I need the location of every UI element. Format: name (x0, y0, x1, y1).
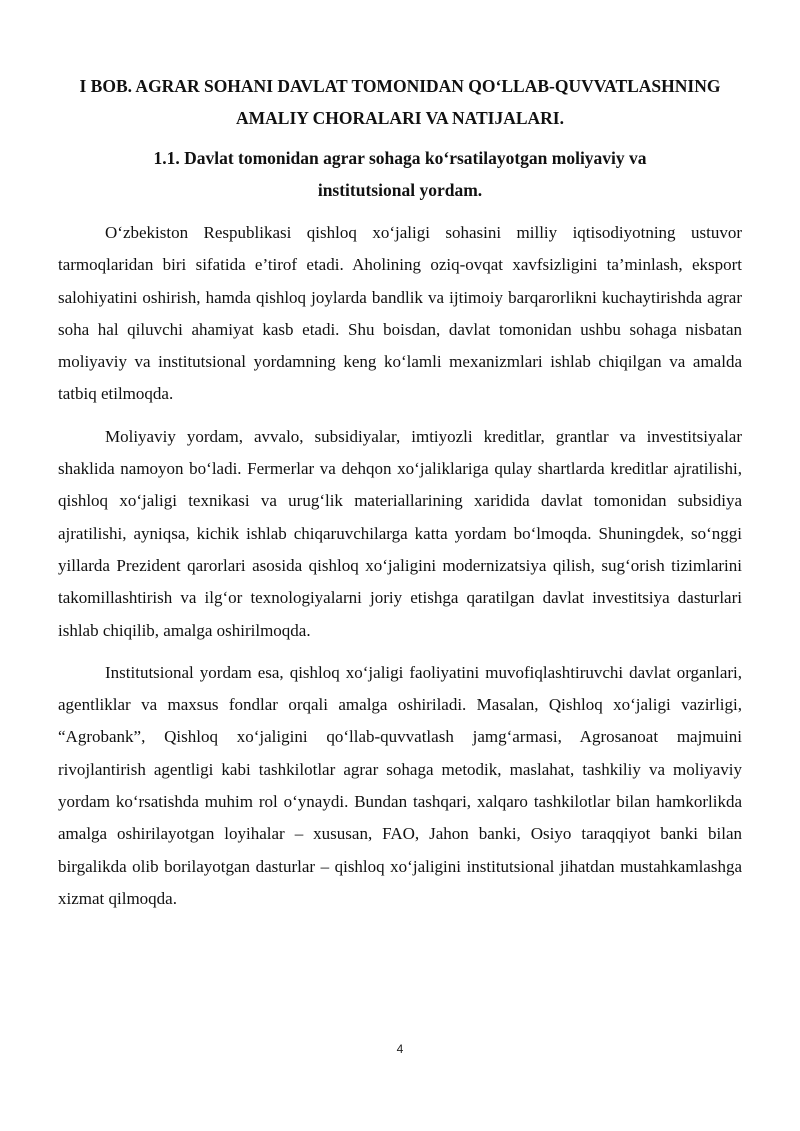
page-number: 4 (396, 1042, 404, 1056)
section-title: 1.1. Davlat tomonidan agrar sohaga ko‘rsatilayotgan moliyaviy va institutsional yordam. (153, 148, 647, 200)
paragraph-institutional-support: Institutsional yordam esa, qishloq xo‘jaligi faoliyatini muvofiqlashtiruvchi davlat organlari, agentliklar va maxsus fondlar orqali amalga oshiriladi. Masalan, Qishloq xo‘jaligi vazirligi, “Agrobank”, Qishloq xo‘jaligini qo‘llab-quvvatlash jamg‘armasi, Agrosanoat majmuini rivojlantirish agentligi kabi tashkilotlar agrar sohaga metodik, maslahat, tashkiliy va moliyaviy yordam ko‘rsatishda muhim rol o‘ynaydi. Bundan tashqari, xalqaro tashkilotlar bilan hamkorlikda amalga oshirilayotgan loyihalar – xususan, FAO, Jahon banki, Osiyo taraqqiyot banki bilan birgalikda olib borilayotgan dasturlar – qishloq xo‘jaligini institutsional jihatdan mustahkamlashga xizmat qilmoqda. (58, 662, 742, 908)
paragraph-financial-support: Moliyaviy yordam, avvalo, subsidiyalar, imtiyozli kreditlar, grantlar va investitsiyalar shaklida namoyon bo‘ladi. Fermerlar va dehqon xo‘jaliklariga qulay shartlarda kreditlar ajratilishi, qishloq xo‘jaligi texnikasi va urug‘lik materiallarining xaridida davlat tomonidan subsidiya ajratilishi, ayniqsa, kichik ishlab chiqaruvchilarga katta yordam bo‘lmoqda. Shuningdek, so‘nggi yillarda Prezident qarorlari asosida qishloq xo‘jaligini modernizatsiya qilish, sug‘orish tizimlarini takomillashtirish va ilg‘or texnologiyalarni joriy etishga qaratilgan davlat investitsiya dasturlari ishlab chiqilib, amalga oshirilmoqda. (58, 426, 742, 640)
chapter-title: I BOB. AGRAR SOHANI DAVLAT TOMONIDAN QO‘LLAB-QUVVATLASHNING AMALIY CHORALARI VA NATIJALARI. (79, 76, 721, 128)
body-text (58, 217, 742, 915)
paragraph-intro: O‘zbekiston Respublikasi qishloq xo‘jaligi sohasini milliy iqtisodiyotning ustuvor tarmoqlaridan biri sifatida e’tirof etadi. Aholining oziq-ovqat xavfsizligini ta’minlash, eksport salohiyatini oshirish, hamda qishloq joylarda bandlik va ijtimoiy barqarorlikni kuchaytirishda agrar soha hal qiluvchi ahamiyat kasb etadi. Shu boisdan, davlat tomonidan ushbu sohaga nisbatan moliyaviy va institutsional yordamning keng ko‘lamli mexanizmlari ishlab chiqilgan va amalda tatbiq etilmoqda. (58, 223, 742, 404)
